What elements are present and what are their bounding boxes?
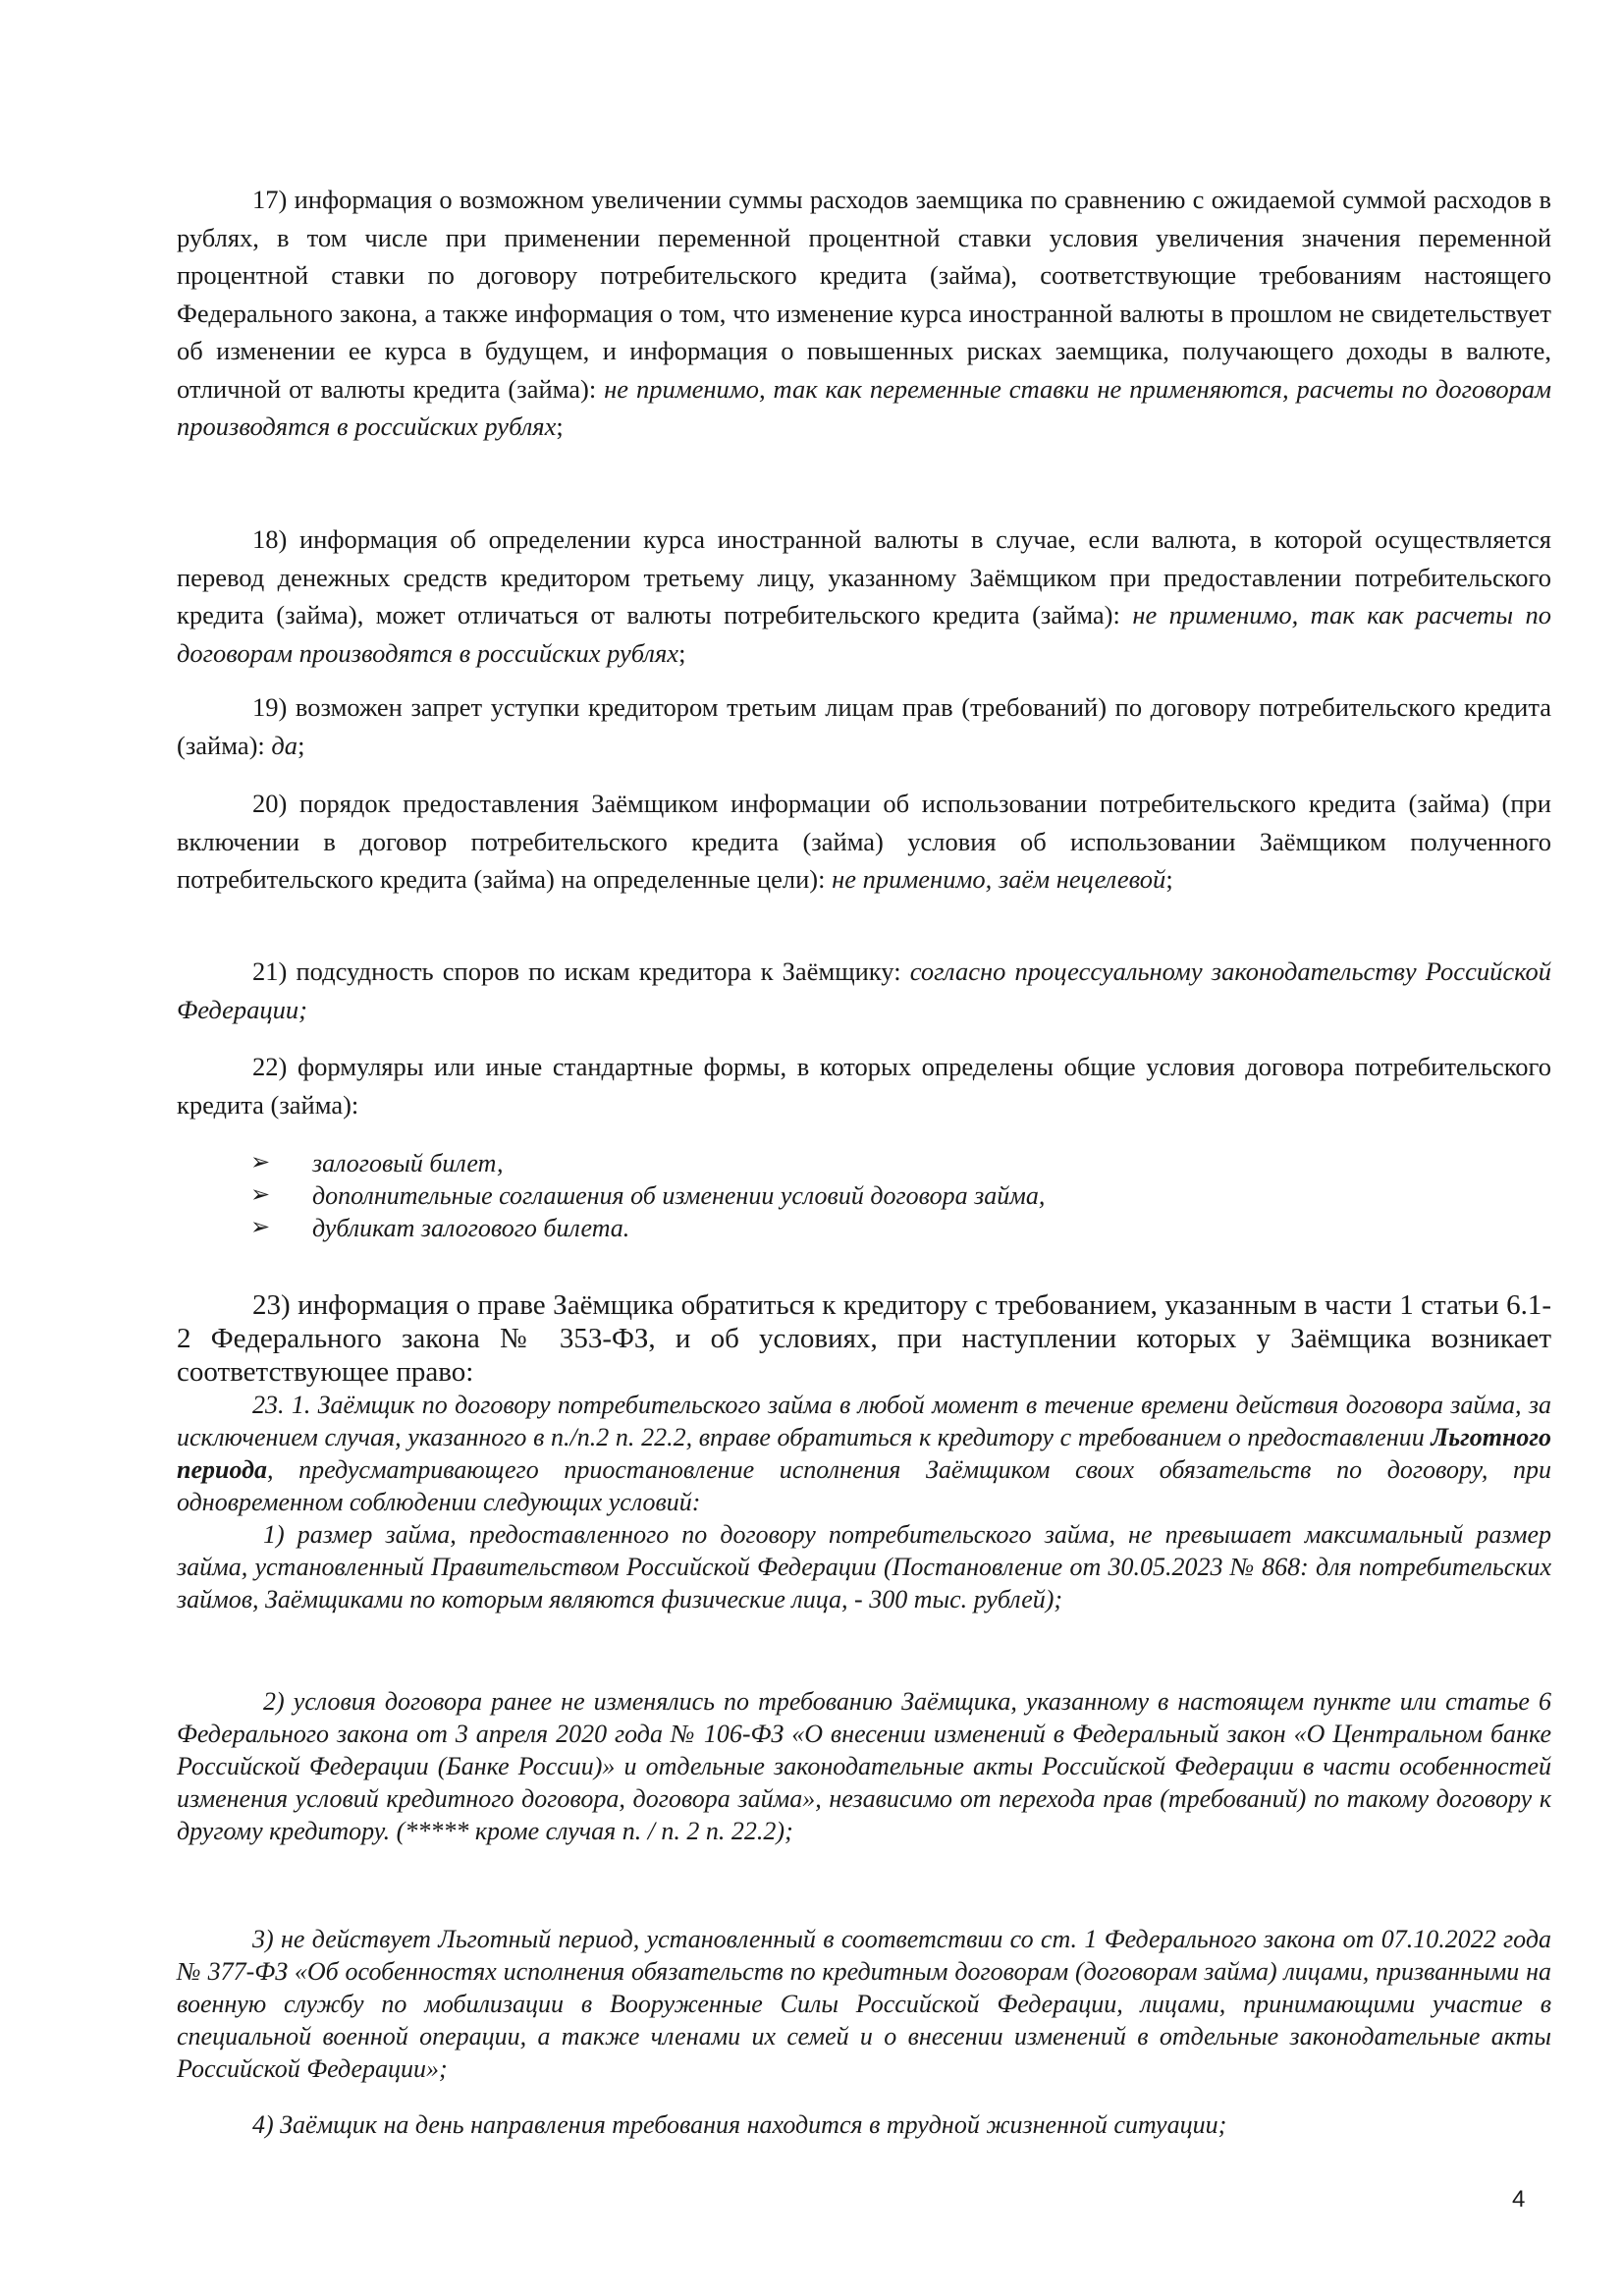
list-item-text: дубликат залогового билета. — [312, 1214, 630, 1242]
item-18-tail: ; — [678, 637, 686, 668]
item-19-answer: да — [271, 730, 298, 760]
item-19 — [177, 688, 1551, 764]
condition-2 — [177, 1685, 1551, 1847]
condition-3 — [177, 1923, 1551, 2085]
condition-3-text: 3) не действует Льготный период, установленный в соответствии со ст. 1 Федерального закона от 07.10.2022 года № 377-ФЗ «Об особенностях исполнения обязательств по кредитным договорам (договорам займа) лицами, призванными на военную службу по мобилизации в Вооруженные Силы Российской Федерации, лицами, принимающими участие в специальной военной операции, а также членами их семей и о внесении изменений в отдельные законодательные акты Российской Федерации»; — [177, 1925, 1551, 2083]
list-item — [250, 1147, 1527, 1179]
standard-forms-list — [250, 1147, 1527, 1244]
list-item — [250, 1212, 1527, 1244]
item-21-lead: 21) подсудность споров по искам кредитора к Заёмщику: — [252, 957, 910, 986]
item-23-1-text — [177, 1389, 1551, 1518]
list-item — [250, 1179, 1527, 1212]
item-22-text: 22) формуляры или иные стандартные формы, в которых определены общие условия договора потребительского кредита (займа): — [177, 1052, 1551, 1120]
item-21 — [177, 953, 1551, 1028]
item-20-answer: не применимо, заём нецелевой — [832, 864, 1166, 894]
item-20 — [177, 785, 1551, 899]
item-21-text — [177, 953, 1551, 1028]
item-17-lead: 17) информация о возможном увеличении суммы расходов заемщика по сравнению с ожидаемой суммой расходов в рублях, в том числе при применении переменной процентной ставки условия увеличения значения переменной процентной ставки по договору потребительского кредита (займа), соответствующие требованиям настоящего Федерального закона, а также информация о том, что изменение курса иностранной валюты в прошлом не свидетельствует об изменении ее курса в будущем, и информация о повышенных рисках заемщика, получающего доходы в валюте, отличной от валюты кредита (займа): — [177, 185, 1551, 404]
item-18-lead: 18) информация об определении курса иностранной валюты в случае, если валюта, в которой осуществляется перевод денежных средств кредитором третьему лицу, указанному Заёмщиком при предоставлении потребительского кредита (займа), может отличаться от валюты потребительского кредита (займа): — [177, 524, 1551, 629]
item-23-1-tail: , предусматривающего приостановление исполнения Заёмщиком своих обязательств по договору, при одновременном соблюдении следующих условий: — [177, 1455, 1551, 1516]
item-19-tail: ; — [298, 730, 305, 760]
condition-2-text: 2) условия договора ранее не изменялись по требованию Заёмщика, указанному в настоящем пункте или статье 6 Федерального закона от 3 апреля 2020 года № 106-ФЗ «О внесении изменений в Федеральный закон «О Центральном банке Российской Федерации (Банке России)» и отдельные законодательные акты Российской Федерации в части особенностей изменения условий кредитного договора, договора займа», независимо от перехода прав (требований) по такому договору к другому кредитору. (***** кроме случая п. / п. 2 п. 22.2); — [177, 1687, 1551, 1845]
item-23 — [177, 1288, 1551, 1615]
page-number: 4 — [1512, 2186, 1526, 2213]
item-21-answer: согласно процессуальному законодательству Российской Федерации; — [177, 957, 1551, 1024]
item-19-lead: 19) возможен запрет уступки кредитором третьим лицам прав (требований) по договору потребительского кредита (займа): — [177, 692, 1551, 760]
condition-4-text: 4) Заёмщик на день направления требования находится в трудной жизненной ситуации; — [252, 2110, 1227, 2139]
item-23-text: 23) информация о праве Заёмщика обратиться к кредитору с требованием, указанным в части 1 статьи 6.1-2 Федерального закона № 353-ФЗ, и об условиях, при наступлении которых у Заёмщика возникает соответствующее право: — [177, 1289, 1551, 1388]
item-22 — [177, 1048, 1551, 1123]
condition-1-text: 1) размер займа, предоставленного по договору потребительского займа, не превышает максимальный размер займа, установленный Правительством Российской Федерации (Постановление от 30.05.2023 № 868: для потребительских займов, Заёмщиками по которым являются физические лица, - 300 тыс. рублей); — [177, 1520, 1551, 1613]
arrow-bullet-icon: ➢ — [250, 1215, 271, 1240]
list-item-text: дополнительные соглашения об изменении условий договора займа, — [312, 1181, 1046, 1210]
arrow-bullet-icon: ➢ — [250, 1182, 271, 1208]
grace-period-term: Льготного периода — [177, 1423, 1551, 1484]
item-17 — [177, 181, 1551, 446]
item-20-tail: ; — [1165, 864, 1173, 894]
item-18-answer: не применимо, так как расчеты по договорам производятся в российских рублях — [177, 600, 1551, 668]
item-17-answer: не применимо, так как переменные ставки не применяются, расчеты по договорам производятся в российских рублях — [177, 373, 1551, 441]
item-18-text — [177, 520, 1551, 672]
arrow-bullet-icon: ➢ — [250, 1150, 271, 1175]
item-20-text — [177, 785, 1551, 899]
item-18 — [177, 520, 1551, 672]
condition-4 — [177, 2108, 1551, 2141]
item-23-1-lead: 23. 1. Заёмщик по договору потребительского займа в любой момент в течение времени действия договора займа, за исключением случая, указанного в п./п.2 п. 22.2, вправе обратиться к кредитору с требованием о предоставлении — [177, 1391, 1551, 1451]
item-20-lead: 20) порядок предоставления Заёмщиком информации об использовании потребительского кредита (займа) (при включении в договор потребительского кредита (займа) условия об использовании Заёмщиком полученного потребительского кредита (займа) на определенные цели): — [177, 789, 1551, 894]
item-17-tail: ; — [556, 411, 564, 441]
item-17-text — [177, 181, 1551, 446]
list-item-text: залоговый билет, — [312, 1149, 504, 1177]
item-19-text — [177, 688, 1551, 764]
